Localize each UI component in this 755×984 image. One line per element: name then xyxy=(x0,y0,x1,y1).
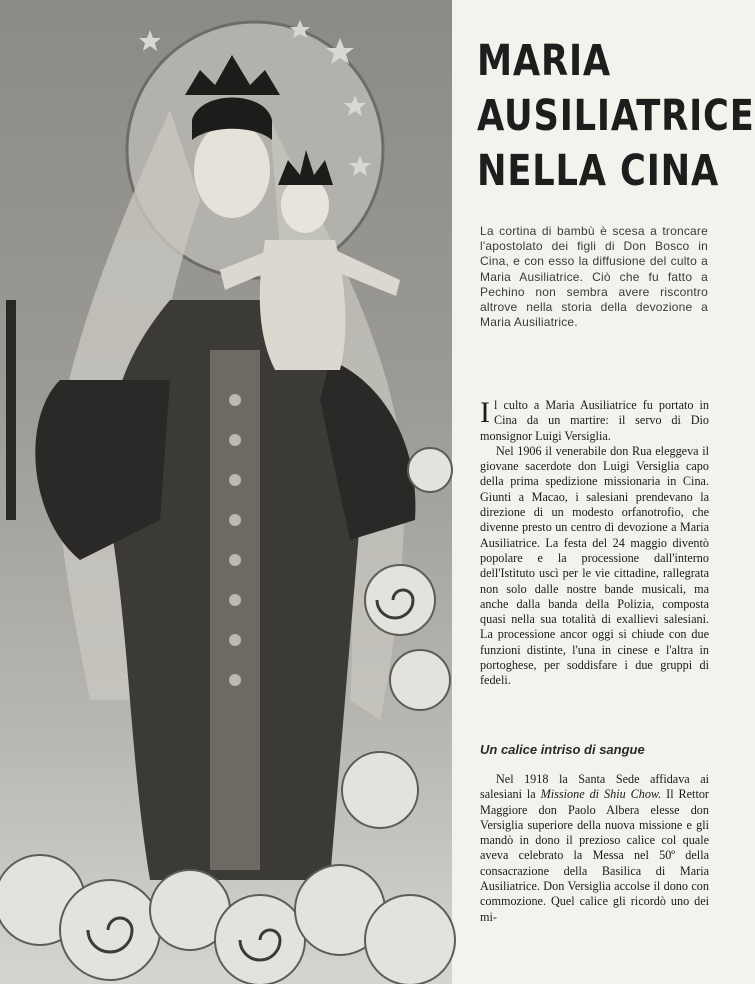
title-line-3: NELLA CINA xyxy=(477,146,720,196)
title-line-2: AUSILIATRICE xyxy=(477,91,755,141)
paragraph-2-italic: Missione di Shiu Chow. xyxy=(540,787,662,802)
drop-cap: I xyxy=(480,396,490,429)
article-subheading: Un calice intriso di sangue xyxy=(480,742,645,757)
article-title xyxy=(477,34,755,199)
scepter xyxy=(6,300,16,520)
title-line-1: MARIA xyxy=(477,36,612,86)
madonna-face xyxy=(194,122,270,218)
robe-panel xyxy=(210,350,260,870)
article-paragraph-1 xyxy=(480,398,709,689)
article-paragraph-2 xyxy=(480,772,709,925)
child-robe xyxy=(260,240,346,370)
paragraph-1b: Nel 1906 il venerabile don Rua eleggeva il giovane sacerdote don Luigi Versiglia capo della prima spedizione missionaria in Cina. Giunti a Macao, i salesiani prendevano la direzione di un modesto orfanotrofio, che divenne presto un centro di devozione a Maria Ausiliatrice. La festa del 24 maggio diventò popolare e la processione dall'interno dell'Istituto uscì per le vie cittadine, rallegrata non solo dalle nostre bande musicali, ma anche dalla banda della Polizia, composta quasi nella sua totalità di exallievi salesiani. La processione ancor oggi si chiude con due funzioni distinte, l'una in cinese e l'altra in portoghese, per soddisfare i due gruppi di fedeli. xyxy=(480,443,709,688)
paragraph-1a: l culto a Maria Ausiliatrice fu portato in Cina da un martire: il servo di Dio monsignor Luigi Versiglia. xyxy=(480,398,709,443)
paragraph-2-start: Nel 1918 la Santa Sede affidava ai salesiani la xyxy=(480,772,709,802)
article-intro: La cortina di bambù è scesa a troncare l'apostolato dei figli di Don Bosco in Cina, e con esso la diffusione del culto a Maria Ausiliatrice. Ciò che fu fatto a Pechino non sembra avere riscontro altrove nella storia della devozione a Maria Ausiliatrice. xyxy=(480,224,708,330)
paragraph-2-end: Il Rettor Maggiore don Paolo Albera elesse don Versiglia superiore della nuova missione e gli mandò in dono il prezioso calice col quale aveva celebrato la Messa nel 50º della consacrazione della Basilica di Maria Ausiliatrice. Don Versiglia accolse il dono con commozione. Quel calice gli ricordò uno dei mi- xyxy=(480,787,709,924)
child-face xyxy=(281,177,329,233)
article-column xyxy=(452,0,755,984)
